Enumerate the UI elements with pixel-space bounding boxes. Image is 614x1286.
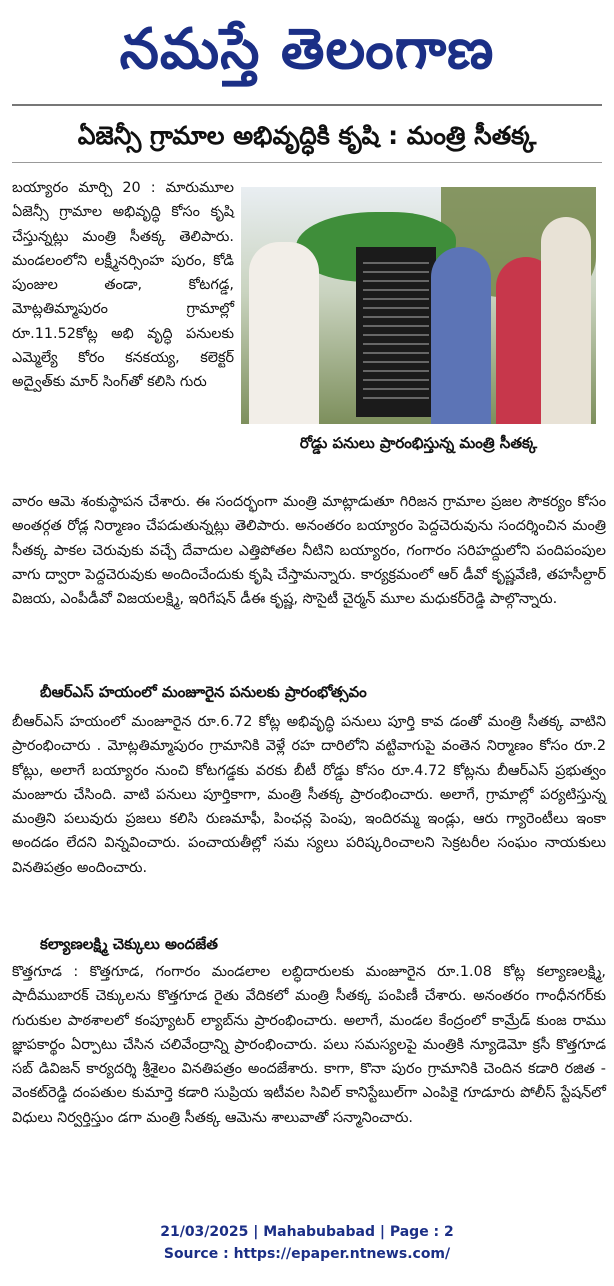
article-paragraph-2: బీఆర్ఎస్ హయంలో మంజూరైన రూ.6.72 కోట్ల అభివృద్ధి పనులు పూర్తి కావ డంతో మంత్రి సీతక్క వాటిని ప్రారంభించారు . మోట్లతిమ్మాపురం గ్రామానికి వెళ్లే రహ దారిలోని వట్టివాగుపై వంతెన నిర్మాణం కోసం రూ.2 కోట్లు, అలాగే బయ్యారం నుంచి కోటగడ్డకు వరకు బీటీ రోడ్డు కోసం రూ.4.72 కోట్లను బీఆర్ఎస్ ప్రభుత్వం మంజూరు చేసింది. వాటి పనులు పూర్తికాగా, మంత్రి సీతక్క ప్రారంభించారు. అలాగే, గ్రామాల్లో పర్యటిస్తున్న మంత్రిని పలువురు ప్రజలు కలిసి రుణమాఫీ, పింఛన్ల పెంపు, ఇందిరమ్మ ఇండ్లు, ఆరు గ్యారెంటీలు ఇంకా అందడం లేదని విన్నవించారు. పంచాయతీల్లో సమ స్యలు పరిష్కరించాలని సెక్రటరీల సంఘం నాయకులు వినతిపత్రం అందించారు. [12, 714, 606, 876]
photo-caption: రోడ్డు పనులు ప్రారంభిస్తున్న మంత్రి సీతక్క [299, 434, 538, 452]
photo-person [249, 242, 319, 424]
subheading-inauguration: బీఆర్ఎస్ హయంలో మంజూరైన పనులకు ప్రారంభోత్సవం [40, 683, 367, 701]
newspaper-logo: నమస్తే తెలంగాణ [119, 17, 495, 82]
headline-divider [12, 162, 602, 163]
photo-person [541, 217, 591, 424]
article-paragraph-3: కొత్తగూడ : కొత్తగూడ, గంగారం మండలాల లబ్ధిదారులకు మంజూరైన రూ.1.08 కోట్ల కల్యాణలక్ష్మి, షాదీముబారక్ చెక్కులను కొత్తగూడ రైతు వేదికలో మంత్రి సీతక్క పంపిణీ చేశారు. అనంతరం గాంధీనగర్‌కు గురుకుల పాఠశాలలో కంప్యూటర్ ల్యాబ్‌ను ప్రారంభించారు. అలాగే, మండల కేంద్రంలో కామ్రేడ్ కుంజ రాము జ్ఞాపకార్థం ఏర్పాటు చేసిన చలివేంద్రాన్ని ప్రారంభించారు. పలు సమస్యలపై మంత్రికి న్యూడెమో క్రసీ కొత్తగూడ సబ్ డివిజన్ కార్యదర్శి శ్రీశైలం వినతిపత్రం అందజేశారు. కాగా, కొనా పురం గ్రామానికి చెందిన కడారి రజిత - వెంకట్‌రెడ్డి దంపతుల కుమార్తె కడారి సుప్రియ ఇటీవల సివిల్ కానిస్టేబుల్‌గా ఎంపికై గూడూరు పోలీస్ స్టేషన్‌లో విధులు నిర్వర్తిస్తుం డగా మంత్రి సీతక్క ఆమెను శాలువాతో సన్మానించారు. [12, 964, 606, 1126]
masthead-divider [12, 104, 602, 106]
footer-source: Source : https://epaper.ntnews.com/ [163, 1246, 451, 1262]
footer-date-edition: 21/03/2025 | Mahabubabad | Page : 2 [160, 1224, 454, 1240]
article-headline: ఏజెన్సీ గ్రామాల అభివృద్ధికి కృషి : మంత్రి సీతక్క [77, 121, 537, 150]
subheading-kalyanalakshmi: కల్యాణలక్ష్మి చెక్కులు అందజేత [40, 935, 218, 953]
photo-person [431, 247, 491, 424]
photo-plaque-inscription [363, 262, 429, 402]
article-paragraph-1: వారం ఆమె శంకుస్థాపన చేశారు. ఈ సందర్భంగా మంత్రి మాట్లాడుతూ గిరిజన గ్రామాల ప్రజల సౌకర్యం కోసం అంతర్గత రోడ్ల నిర్మాణం చేపడుతున్నట్లు తెలిపారు. అనంతరం బయ్యారం పెద్దచెరువును సందర్శించిన మంత్రి సీతక్క పాకల చెరువుకు వచ్చే దేవాదుల ఎత్తిపోతల నీటిని బయ్యారం, గంగారం సరిహద్దులోని పందిపంపుల వాగు ద్వారా పెద్దచెరువుకు అందించేందుకు కృషి చేస్తామన్నారు. కార్యక్రమంలో ఆర్ డీవో కృష్ణవేణి, తహసీల్దార్ విజయ, ఎంపీడీవో విజయలక్ష్మి, ఇరిగేషన్ డీఈ కృష్ణ, సొసైటీ చైర్మన్ మూల మధుకర్‌రెడ్డి పాల్గొన్నారు. [12, 494, 606, 608]
masthead [0, 0, 614, 100]
article-photo [241, 187, 596, 424]
article-intro: బయ్యారం మార్చి 20 : మారుమూల ఏజెన్సీ గ్రామాల అభివృద్ధి కోసం కృషి చేస్తున్నట్లు మంత్రి సీతక్క తెలిపారు. మండలంలోని లక్ష్మీనర్సింహ పురం, కోడి పుంజుల తండా, కోటగడ్డ, మోట్లతిమ్మాపురం గ్రామాల్లో రూ.11.52కోట్ల అభి వృద్ధి పనులకు ఎమ్మెల్యే కోరం కనకయ్య, కలెక్టర్ అద్వైత్‌కు మార్ సింగ్‌తో కలిసి గురు [12, 180, 234, 391]
